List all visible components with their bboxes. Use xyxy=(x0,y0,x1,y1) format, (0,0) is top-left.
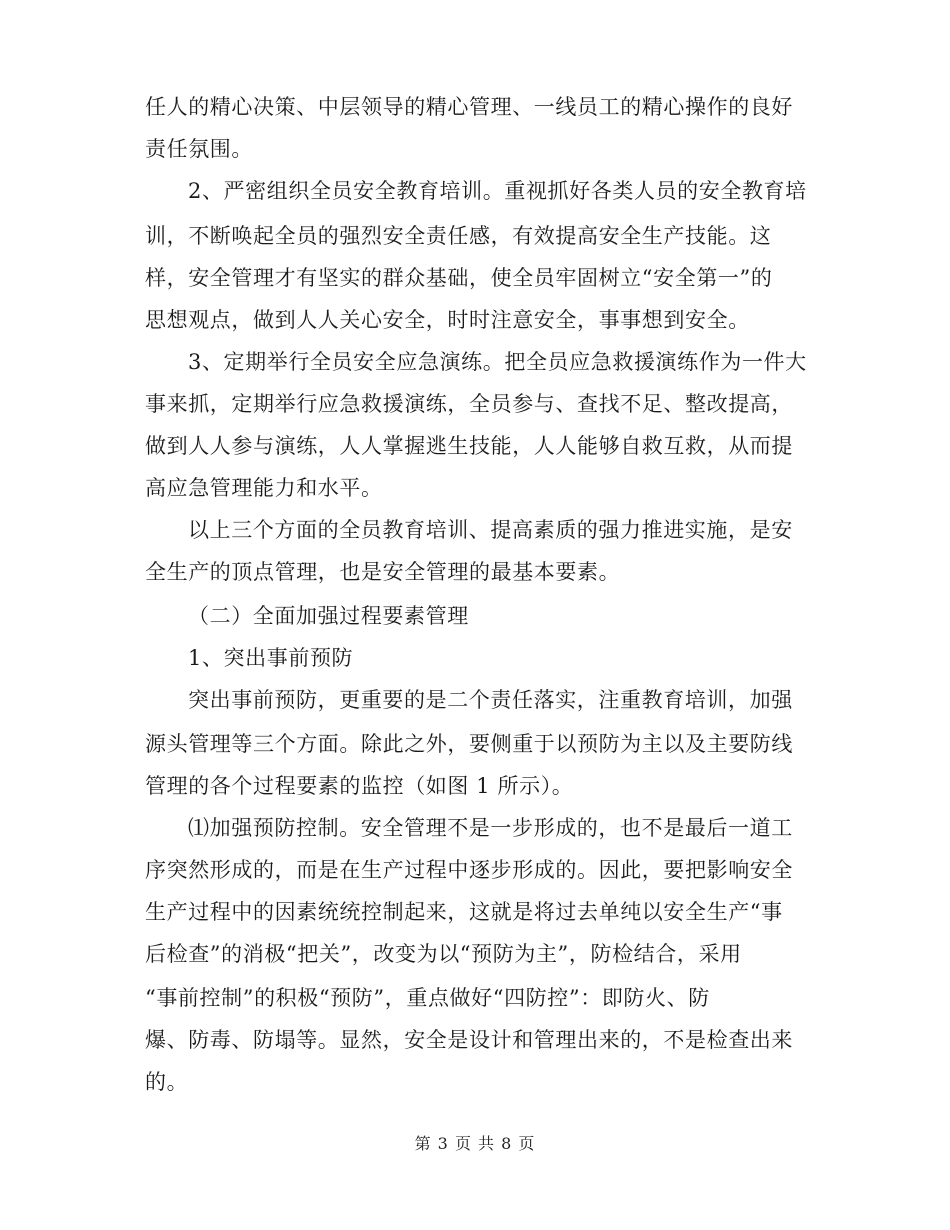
text-line: 训，不断唤起全员的强烈安全责任感，有效提高安全生产技能。这 xyxy=(145,224,772,248)
text-line: 序突然形成的，而是在生产过程中逐步形成的。因此，要把影响安全 xyxy=(145,858,793,882)
text-line: 源头管理等三个方面。除此之外，要侧重于以预防为主以及主要防线 xyxy=(145,732,793,756)
subsection-heading: 1、突出事前预防 xyxy=(188,646,354,670)
section-heading: （二）全面加强过程要素管理 xyxy=(188,604,469,628)
text-line: “事前控制”的积极“预防”，重点做好“四防控”：即防火、防 xyxy=(145,986,710,1010)
text-line: 管理的各个过程要素的监控（如图 1 所示）。 xyxy=(145,774,574,798)
text-line: 生产过程中的因素统统控制起来，这就是将过去单纯以安全生产“事 xyxy=(145,900,783,924)
text-line: 全生产的顶点管理，也是安全管理的最基本要素。 xyxy=(145,560,621,584)
text-line: 责任氛围。 xyxy=(145,137,253,161)
text-line: 事来抓，定期举行应急救援演练，全员参与、查找不足、整改提高， xyxy=(145,392,793,416)
text-line: 以上三个方面的全员教育培训、提高素质的强力推进实施，是安 xyxy=(188,518,793,542)
page-number: 第 3 页 共 8 页 xyxy=(414,1134,536,1153)
text-line: 3、定期举行全员安全应急演练。把全员应急救援演练作为一件大 xyxy=(188,350,807,374)
text-line: 突出事前预防，更重要的是二个责任落实，注重教育培训，加强 xyxy=(188,688,793,712)
text-line: 任人的精心决策、中层领导的精心管理、一线员工的精心操作的良好 xyxy=(145,95,793,119)
text-line: 后检查”的消极“把关”，改变为以“预防为主”，防检结合，采用 xyxy=(145,942,742,966)
text-line: 的。 xyxy=(145,1070,189,1094)
text-line: 高应急管理能力和水平。 xyxy=(145,476,383,500)
text-line: 2、严密组织全员安全教育培训。重视抓好各类人员的安全教育培 xyxy=(188,179,807,203)
text-line: 样，安全管理才有坚实的群众基础，使全员牢固树立“安全第一”的 xyxy=(145,266,773,290)
text-line: 思想观点，做到人人关心安全，时时注意安全，事事想到安全。 xyxy=(145,308,750,332)
text-line: 爆、防毒、防塌等。显然，安全是设计和管理出来的，不是检查出来 xyxy=(145,1028,793,1052)
text-line: 做到人人参与演练，人人掌握逃生技能，人人能够自救互救，从而提 xyxy=(145,434,793,458)
text-line: ⑴加强预防控制。安全管理不是一步形成的，也不是最后一道工 xyxy=(188,816,793,840)
